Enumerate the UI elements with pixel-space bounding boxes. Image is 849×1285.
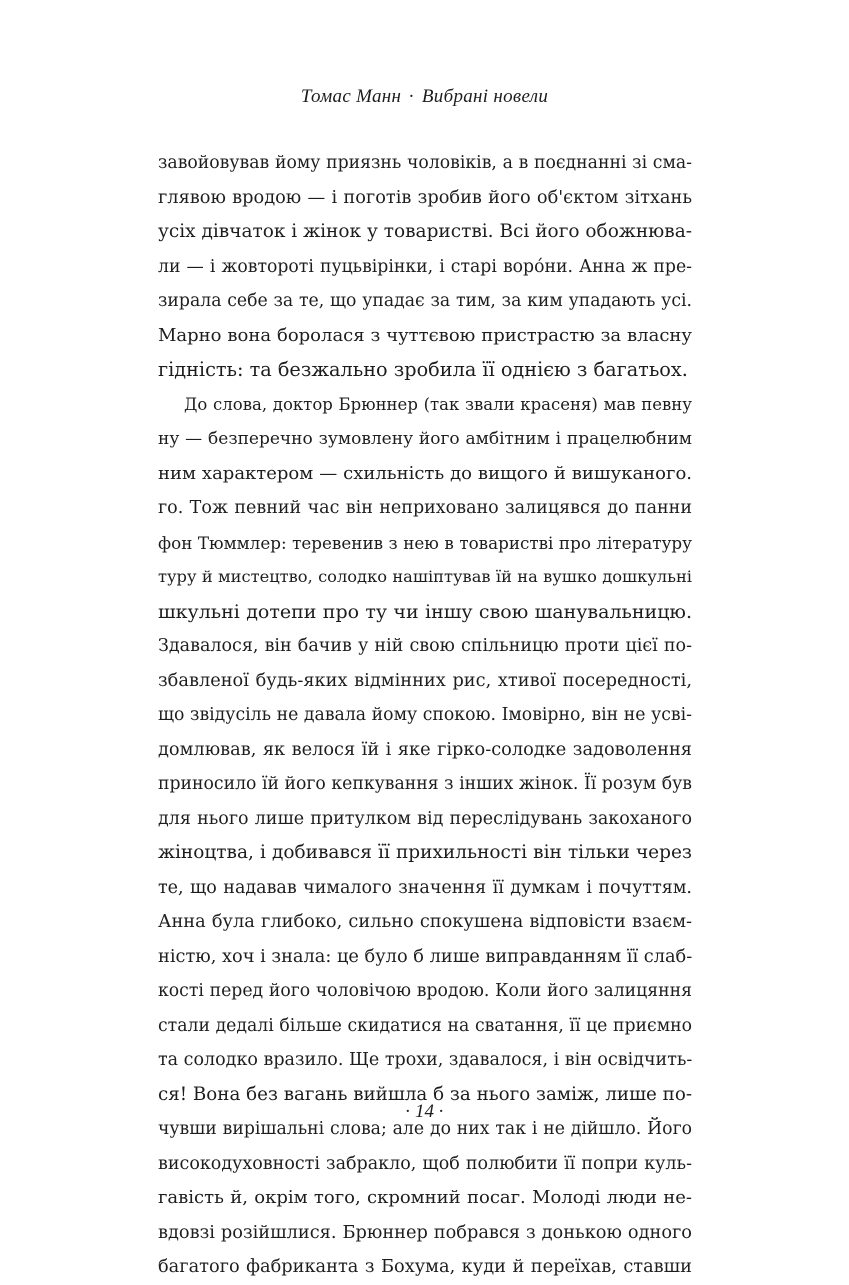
text-line: стали дедалі більше скидатися на сватання, її це приємно: [158, 1015, 692, 1036]
text-line: для нього лише притулком від переслідувань закоханого: [158, 808, 692, 829]
folio-dot-left: ·: [404, 1101, 411, 1122]
text-line: ним характером — схильність до вищого й вишуканого.: [158, 462, 692, 484]
text-line: усіх дівчаток і жінок у товаристві. Всі його обожнюва-: [158, 221, 692, 242]
text-line: що звідусіль не давала йому спокою. Імовірно, він не усві-: [158, 705, 692, 725]
text-line: гавість й, окрім того, скромний посаг. Молоді люди не-: [158, 1187, 692, 1208]
text-line: завойовував йому приязнь чоловіків, а в поєднанні зі сма-: [158, 153, 692, 173]
running-head-book-title: Вибрані новели: [421, 86, 549, 107]
running-head: [0, 86, 849, 108]
text-line: зирала себе за те, що упадає за тим, за ким упадають усі.: [158, 291, 692, 311]
text-line: Анна була глибоко, сильно спокушена відповісти взаєм-: [158, 912, 692, 932]
folio-dot-right: ·: [438, 1101, 445, 1122]
text-line: багатого фабриканта з Бохума, куди й переїхав, ставши: [158, 1257, 692, 1277]
text-line: ну — безперечно зумовлену його амбітним і працелюбним: [158, 429, 692, 449]
running-head-author: Томас Манн: [300, 86, 402, 107]
text-line: жіноцтва, і добивався її прихильності він тільки через: [158, 842, 692, 863]
text-line: збавленої будь-яких відмінних рис, хтивої посередності,: [158, 670, 692, 691]
text-line: го. Тож певний час він неприховано залицявся до панни: [158, 498, 692, 518]
running-head-separator: ·: [408, 86, 415, 107]
text-line: те, що надавав чималого значення її думкам і почуттям.: [158, 877, 692, 898]
text-line: До слова, доктор Брюннер (так звали красеня) мав певну: [184, 394, 692, 414]
text-line: туру й мистецтво, солодко нашіптував їй на вушко дошкульні: [158, 567, 692, 586]
text-line: шкульні дотепи про ту чи іншу свою шанувальницю.: [158, 600, 692, 623]
page-number-footer: [0, 1101, 849, 1123]
text-line: кості перед його чоловічою вродою. Коли його залицяння: [158, 981, 692, 1001]
text-line: та солодко вразило. Ще трохи, здавалося, і він освідчить-: [158, 1050, 692, 1070]
page-number: 14: [415, 1101, 434, 1122]
text-line: гідність: та безжально зробила її однією з багатьох.: [158, 358, 688, 381]
text-line: глявою вродою — і поготів зробив його об'єктом зітхань: [158, 187, 692, 208]
text-line: високодуховності забракло, щоб полюбити її попри куль-: [158, 1153, 692, 1174]
text-line: домлював, як велося їй і яке гірко-солодке задоволення: [158, 739, 692, 760]
text-line: ся! Вона без вагань вийшла б за нього заміж, лише по-: [158, 1083, 692, 1105]
text-line: ністю, хоч і знала: це було б лише виправданням її слаб-: [158, 946, 692, 967]
text-line: приносило їй його кепкування з інших жінок. Її розум був: [158, 774, 692, 794]
text-line: Марно вона боролася з чуттєвою пристрастю за власну: [158, 324, 692, 346]
text-line: ли — і жовтороті пуцьвірінки, і старі воро́ни. Анна ж пре-: [158, 256, 692, 277]
text-line: фон Тюммлер: теревенив з нею в товаристві про літературу: [158, 532, 692, 553]
text-line: чувши вирішальні слова; але до них так і не дійшло. Його: [158, 1119, 692, 1139]
text-line: Здавалося, він бачив у ній свою спільницю проти цієї по-: [158, 636, 692, 656]
text-line: вдовзі розійшлися. Брюннер побрався з донькою одного: [158, 1222, 692, 1243]
